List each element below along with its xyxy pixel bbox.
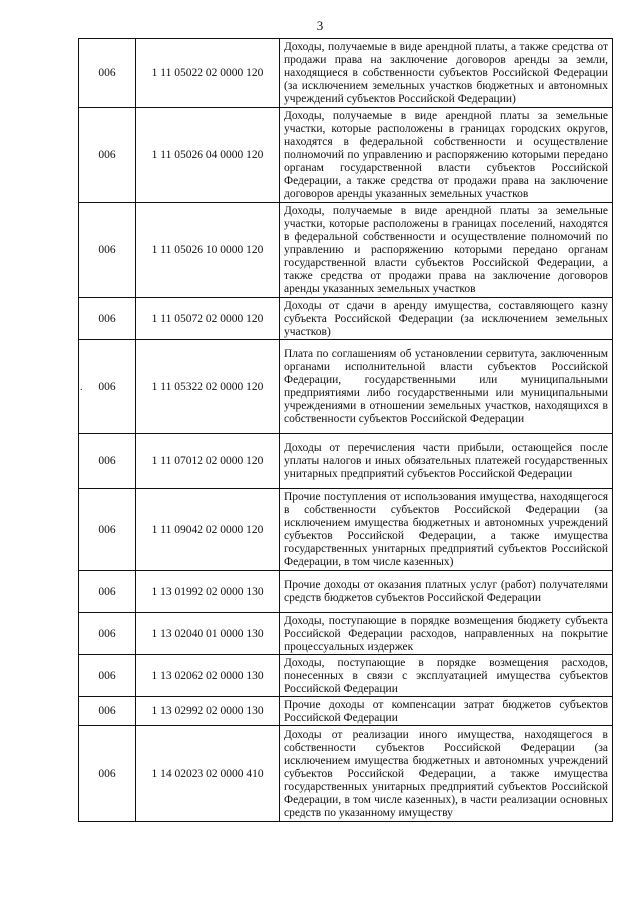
description-cell: Доходы, поступающие в порядке возмещения бюджету субъекта Российской Федерации расходов, направленных на покрытие процессуальных издержек xyxy=(280,613,613,655)
table-row xyxy=(79,108,613,203)
admin-code-cell: 006 xyxy=(79,298,136,340)
description-cell: Прочие доходы от компенсации затрат бюджетов субъектов Российской Федерации xyxy=(280,697,613,726)
revenue-table xyxy=(78,38,613,822)
table-row xyxy=(79,489,613,571)
description-cell: Прочие доходы от оказания платных услуг (работ) получателями средств бюджетов субъектов Российской Федерации xyxy=(280,571,613,613)
description-cell: Доходы, получаемые в виде арендной платы, а также средства от продажи права на заключение договоров аренды за земли, находящиеся в собственности субъектов Российской Федерации (за исключением земельных участков бюджетных и автономных учреждений субъектов Российской Федерации) xyxy=(280,39,613,108)
classification-code-cell: 1 13 02992 02 0000 130 xyxy=(136,697,280,726)
description-cell: Доходы, получаемые в виде арендной платы за земельные участки, которые расположены в границах городских округов, находятся в федеральной собственности и осуществление полномочий по управлению и распоряжению которыми передано органам государственной власти субъектов Российской Федерации, а также средства от продажи права на заключение договоров аренды указанных земельных участков xyxy=(280,108,613,203)
classification-code-cell: 1 13 01992 02 0000 130 xyxy=(136,571,280,613)
description-cell: Прочие поступления от использования имущества, находящегося в собственности субъектов Российской Федерации (за исключением имущества бюджетных и автономных учреждений субъектов Российской Федерации, а также имущества государственных унитарных предприятий субъектов Российской Федерации, в том числе казенных) xyxy=(280,489,613,571)
table-row xyxy=(79,434,613,489)
classification-code-cell: 1 13 02040 01 0000 130 xyxy=(136,613,280,655)
description-cell: Доходы от перечисления части прибыли, остающейся после уплаты налогов и иных обязательных платежей государственных унитарных предприятий субъектов Российской Федерации xyxy=(280,434,613,489)
table-row xyxy=(79,340,613,434)
admin-code-cell: 006 xyxy=(79,340,136,434)
table-row xyxy=(79,655,613,697)
table-row xyxy=(79,571,613,613)
table-row xyxy=(79,613,613,655)
admin-code-cell: 006 xyxy=(79,571,136,613)
admin-code-cell: 006 xyxy=(79,613,136,655)
admin-code-cell: 006 xyxy=(79,655,136,697)
table-row xyxy=(79,39,613,108)
classification-code-cell: 1 11 05026 10 0000 120 xyxy=(136,203,280,298)
admin-code-cell: 006 xyxy=(79,489,136,571)
classification-code-cell: 1 11 09042 02 0000 120 xyxy=(136,489,280,571)
admin-code-cell: 006 xyxy=(79,726,136,822)
classification-code-cell: 1 11 05072 02 0000 120 xyxy=(136,298,280,340)
admin-code-cell: 006 xyxy=(79,697,136,726)
table-row xyxy=(79,726,613,822)
description-cell: Доходы, получаемые в виде арендной платы за земельные участки, которые расположены в границах поселений, находятся в федеральной собственности и осуществление полномочий по управлению и распоряжению которыми передано органам государственной власти субъектов Российской Федерации, а также средства от продажи права на заключение договоров аренды указанных земельных участков xyxy=(280,203,613,298)
description-cell: Доходы от реализации иного имущества, находящегося в собственности субъектов Российской Федерации (за исключением имущества бюджетных и автономных учреждений субъектов Российской Федерации, а также имущества государственных унитарных предприятий субъектов Российской Федерации, в том числе казенных), в части реализации основных средств по указанному имуществу xyxy=(280,726,613,822)
page-number: 3 xyxy=(316,18,324,33)
classification-code-cell: 1 13 02062 02 0000 130 xyxy=(136,655,280,697)
description-cell: Плата по соглашениям об установлении сервитута, заключенным органами исполнительной власти субъектов Российской Федерации, государственными или муниципальными предприятиями либо государственными или муниципальными учреждениями в отношении земельных участков, находящихся в собственности субъектов Российской Федерации xyxy=(280,340,613,434)
admin-code-cell: 006 xyxy=(79,434,136,489)
stray-mark: . xyxy=(80,382,83,393)
admin-code-cell: 006 xyxy=(79,203,136,298)
table-row xyxy=(79,697,613,726)
description-cell: Доходы от сдачи в аренду имущества, составляющего казну субъекта Российской Федерации (за исключением земельных участков) xyxy=(280,298,613,340)
table-row xyxy=(79,298,613,340)
admin-code-cell: 006 xyxy=(79,108,136,203)
classification-code-cell: 1 11 05322 02 0000 120 xyxy=(136,340,280,434)
classification-code-cell: 1 11 05026 04 0000 120 xyxy=(136,108,280,203)
classification-code-cell: 1 11 05022 02 0000 120 xyxy=(136,39,280,108)
admin-code-cell: 006 xyxy=(79,39,136,108)
classification-code-cell: 1 14 02023 02 0000 410 xyxy=(136,726,280,822)
description-cell: Доходы, поступающие в порядке возмещения расходов, понесенных в связи с эксплуатацией имущества субъектов Российской Федерации xyxy=(280,655,613,697)
classification-code-cell: 1 11 07012 02 0000 120 xyxy=(136,434,280,489)
table-row xyxy=(79,203,613,298)
